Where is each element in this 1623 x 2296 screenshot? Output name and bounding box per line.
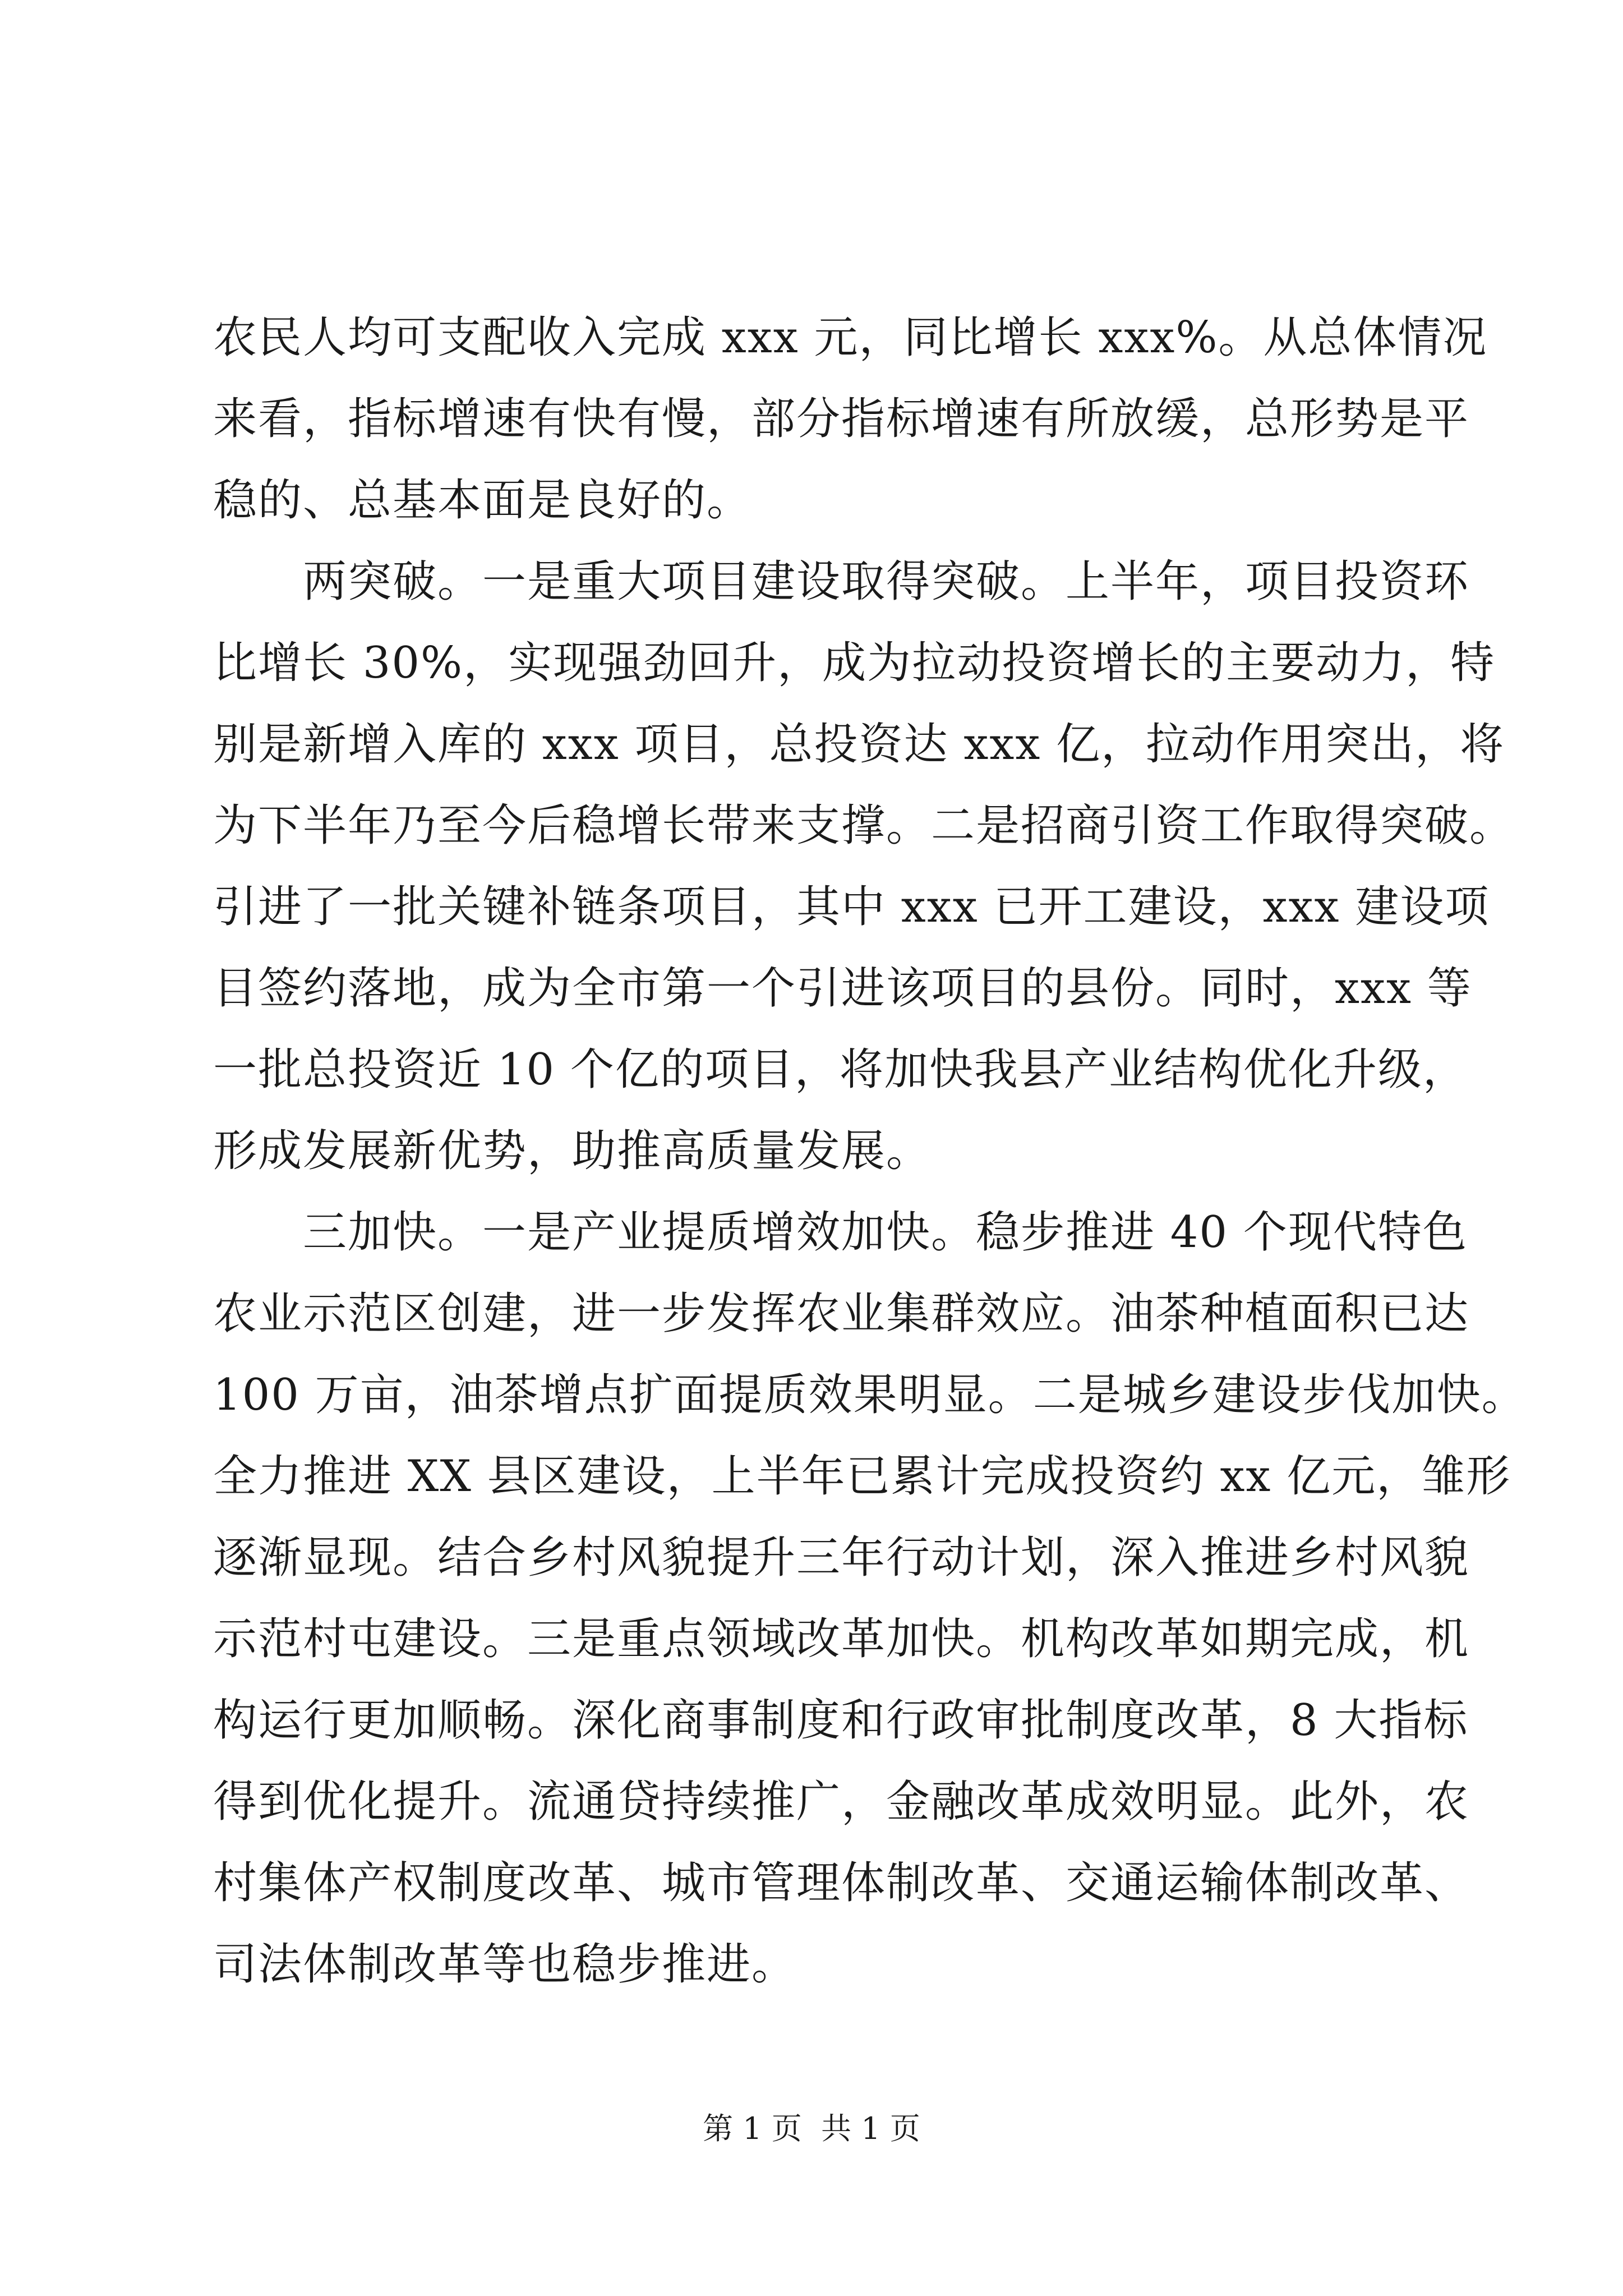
text-line: 引进了一批关键补链条项目，其中 xxx 已开工建设，xxx 建设项	[213, 882, 1490, 932]
text-line: 示范村屯建设。三是重点领域改革加快。机构改革如期完成，机	[213, 1614, 1470, 1664]
text-line: 逐渐显现。结合乡村风貌提升三年行动计划，深入推进乡村风貌	[213, 1533, 1470, 1583]
text-line: 构运行更加顺畅。深化商事制度和行政审批制度改革，8 大指标	[213, 1695, 1469, 1746]
text-line: 司法体制改革等也稳步推进。	[213, 1939, 797, 1990]
text-line: 全力推进 XX 县区建设，上半年已累计完成投资约 xx 亿元，雏形	[213, 1451, 1511, 1502]
text-line: 比增长 30%，实现强劲回升，成为拉动投资增长的主要动力，特	[213, 638, 1496, 688]
text-line: 别是新增入库的 xxx 项目，总投资达 xxx 亿，拉动作用突出，将	[213, 719, 1505, 770]
text-line: 目签约落地，成为全市第一个引进该项目的县份。同时，xxx 等	[213, 963, 1472, 1014]
page-number-label: 第 1 页 共 1 页	[703, 2111, 920, 2146]
page-footer	[0, 2109, 1623, 2148]
text-line: 为下半年乃至今后稳增长带来支撑。二是招商引资工作取得突破。	[213, 800, 1515, 851]
text-line: 来看，指标增速有快有慢，部分指标增速有所放缓，总形势是平	[213, 394, 1470, 444]
paragraph-first-line: 三加快。一是产业提质增效加快。稳步推进 40 个现代特色	[303, 1207, 1468, 1258]
text-line: 100 万亩，油茶增点扩面提质效果明显。二是城乡建设步伐加快。	[213, 1370, 1527, 1420]
paragraph-first-line: 两突破。一是重大项目建设取得突破。上半年，项目投资环	[303, 556, 1470, 607]
text-line: 稳的、总基本面是良好的。	[213, 475, 752, 526]
text-line: 农业示范区创建，进一步发挥农业集群效应。油茶种植面积已达	[213, 1289, 1470, 1339]
text-line: 村集体产权制度改革、城市管理体制改革、交通运输体制改革、	[213, 1858, 1470, 1908]
text-line: 农民人均可支配收入完成 xxx 元，同比增长 xxx%。从总体情况	[213, 312, 1488, 363]
text-line: 得到优化提升。流通贷持续推广，金融改革成效明显。此外，农	[213, 1777, 1470, 1827]
text-line: 一批总投资近 10 个亿的项目，将加快我县产业结构优化升级，	[213, 1045, 1468, 1095]
document-body	[213, 297, 1527, 2005]
text-line: 形成发展新优势，助推高质量发展。	[213, 1126, 932, 1176]
